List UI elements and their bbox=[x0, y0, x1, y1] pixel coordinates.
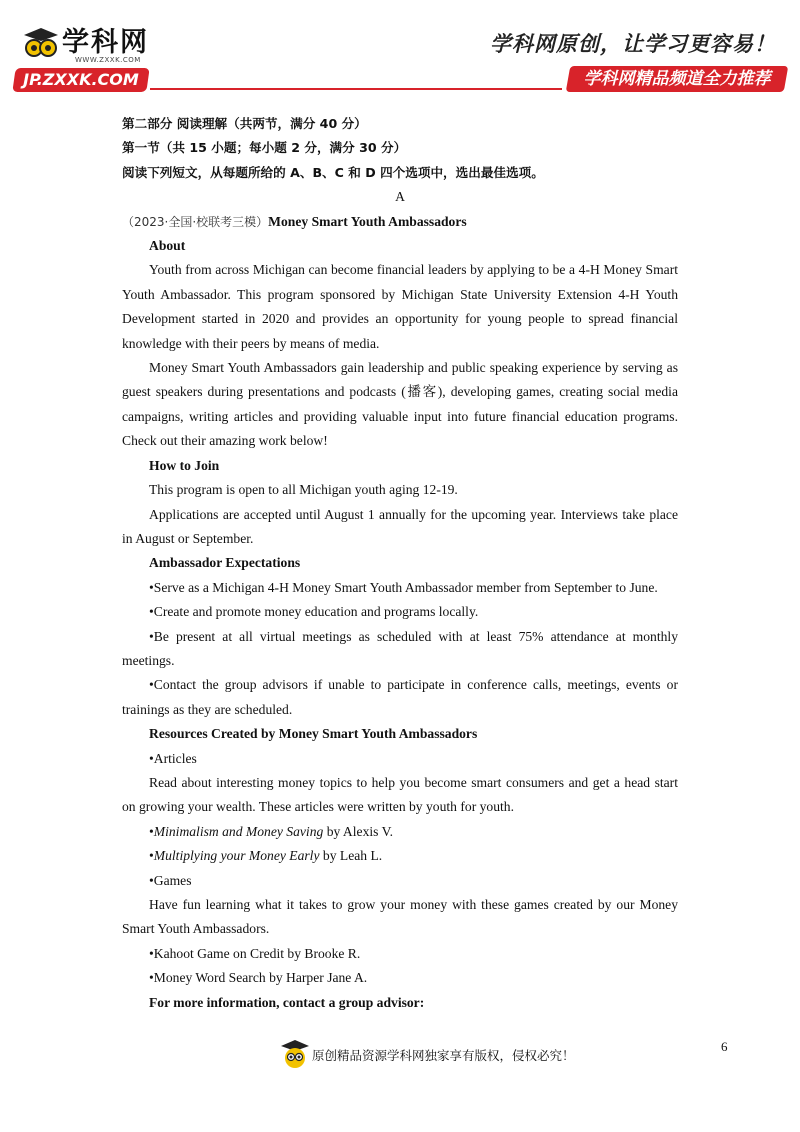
join-heading: How to Join bbox=[149, 457, 220, 473]
resources-heading: Resources Created by Money Smart Youth Ambassadors bbox=[149, 726, 478, 742]
part-title: 第二部分 阅读理解（共两节，满分 40 分） bbox=[122, 116, 367, 131]
game-item: •Kahoot Game on Credit by Brooke R. bbox=[149, 945, 361, 961]
join-paragraph-2: Applications are accepted until August 1 annually for the upcoming year. Interviews take place in August or September. bbox=[122, 506, 678, 546]
owl-logo-icon bbox=[280, 1039, 310, 1069]
logo-text: 学科网 bbox=[62, 27, 149, 58]
expectation-item: •Contact the group advisors if unable to participate in conference calls, meetings, events or trainings as they are scheduled. bbox=[122, 677, 678, 717]
expectation-item: •Serve as a Michigan 4-H Money Smart Youth Ambassador member from September to June. bbox=[149, 579, 658, 595]
expectations-heading: Ambassador Expectations bbox=[149, 555, 301, 571]
about-paragraph-1: Youth from across Michigan can become financial leaders by applying to be a 4-H Money Smart Youth Ambassador. This program sponsored by Michigan State University Extension 4-H Youth Development started in 2020 and provides an opportunity for young people to spread financial knowledge with their peers by means of media. bbox=[122, 262, 678, 351]
document-body bbox=[122, 112, 678, 1015]
subsection-title: 第一节（共 15 小题；每小题 2 分，满分 30 分） bbox=[122, 140, 407, 156]
contact-line: For more information, contact a group advisor: bbox=[149, 994, 425, 1010]
about-paragraph-2: Money Smart Youth Ambassadors gain leadership and public speaking experience by serving as guest speakers during presentations and podcasts (播客), developing games, creating social media campaigns, writing articles and providing valuable input into future financial education programs. Check out their amazing work below! bbox=[122, 360, 678, 449]
slogan: 学科网原创，让学习更容易！ bbox=[490, 31, 776, 56]
article-author: by Alexis V. bbox=[323, 823, 394, 839]
passage-title: Money Smart Youth Ambassadors bbox=[268, 213, 467, 229]
article-item: •Minimalism and Money Saving by Alexis V. bbox=[149, 823, 394, 839]
owl-logo-icon bbox=[22, 26, 60, 60]
about-heading: About bbox=[149, 238, 186, 254]
instructions: 阅读下列短文，从每题所给的 A、B、C 和 D 四个选项中，选出最佳选项。 bbox=[122, 164, 544, 180]
page-header bbox=[0, 0, 800, 100]
site-badge[interactable]: JP.ZXXK.COM bbox=[12, 68, 149, 92]
expectation-item: •Create and promote money education and programs locally. bbox=[149, 604, 479, 620]
page-number: 6 bbox=[721, 1039, 728, 1054]
expectation-item: •Be present at all virtual meetings as scheduled with at least 75% attendance at monthly meetings. bbox=[122, 628, 678, 668]
promo-banner: 学科网精品频道全力推荐 bbox=[566, 66, 789, 92]
join-paragraph-1: This program is open to all Michigan youth aging 12-19. bbox=[149, 482, 458, 498]
articles-description: Read about interesting money topics to help you become smart consumers and get a head start on growing your wealth. These articles were written by youth for youth. bbox=[122, 774, 678, 815]
passage-title-line bbox=[122, 210, 678, 234]
article-item: •Multiplying your Money Early by Leah L. bbox=[149, 848, 383, 864]
header-divider bbox=[150, 88, 562, 90]
article-title: Minimalism and Money Saving bbox=[153, 823, 324, 839]
game-item: •Money Word Search by Harper Jane A. bbox=[149, 970, 368, 986]
article-title: Multiplying your Money Early bbox=[153, 848, 320, 864]
question-source: （2023·全国·校联考三模） bbox=[122, 214, 269, 229]
games-description: Have fun learning what it takes to grow your money with these games created by our Money Smart Youth Ambassadors. bbox=[122, 897, 678, 937]
passage-label: A bbox=[395, 189, 405, 205]
copyright-notice: 原创精品资源学科网独家享有版权，侵权必究！ bbox=[312, 1048, 575, 1063]
logo-url: WWW.ZXXK.COM bbox=[75, 56, 141, 64]
articles-label: •Articles bbox=[149, 750, 197, 766]
article-author: by Leah L. bbox=[319, 848, 383, 864]
games-label: •Games bbox=[149, 872, 192, 888]
